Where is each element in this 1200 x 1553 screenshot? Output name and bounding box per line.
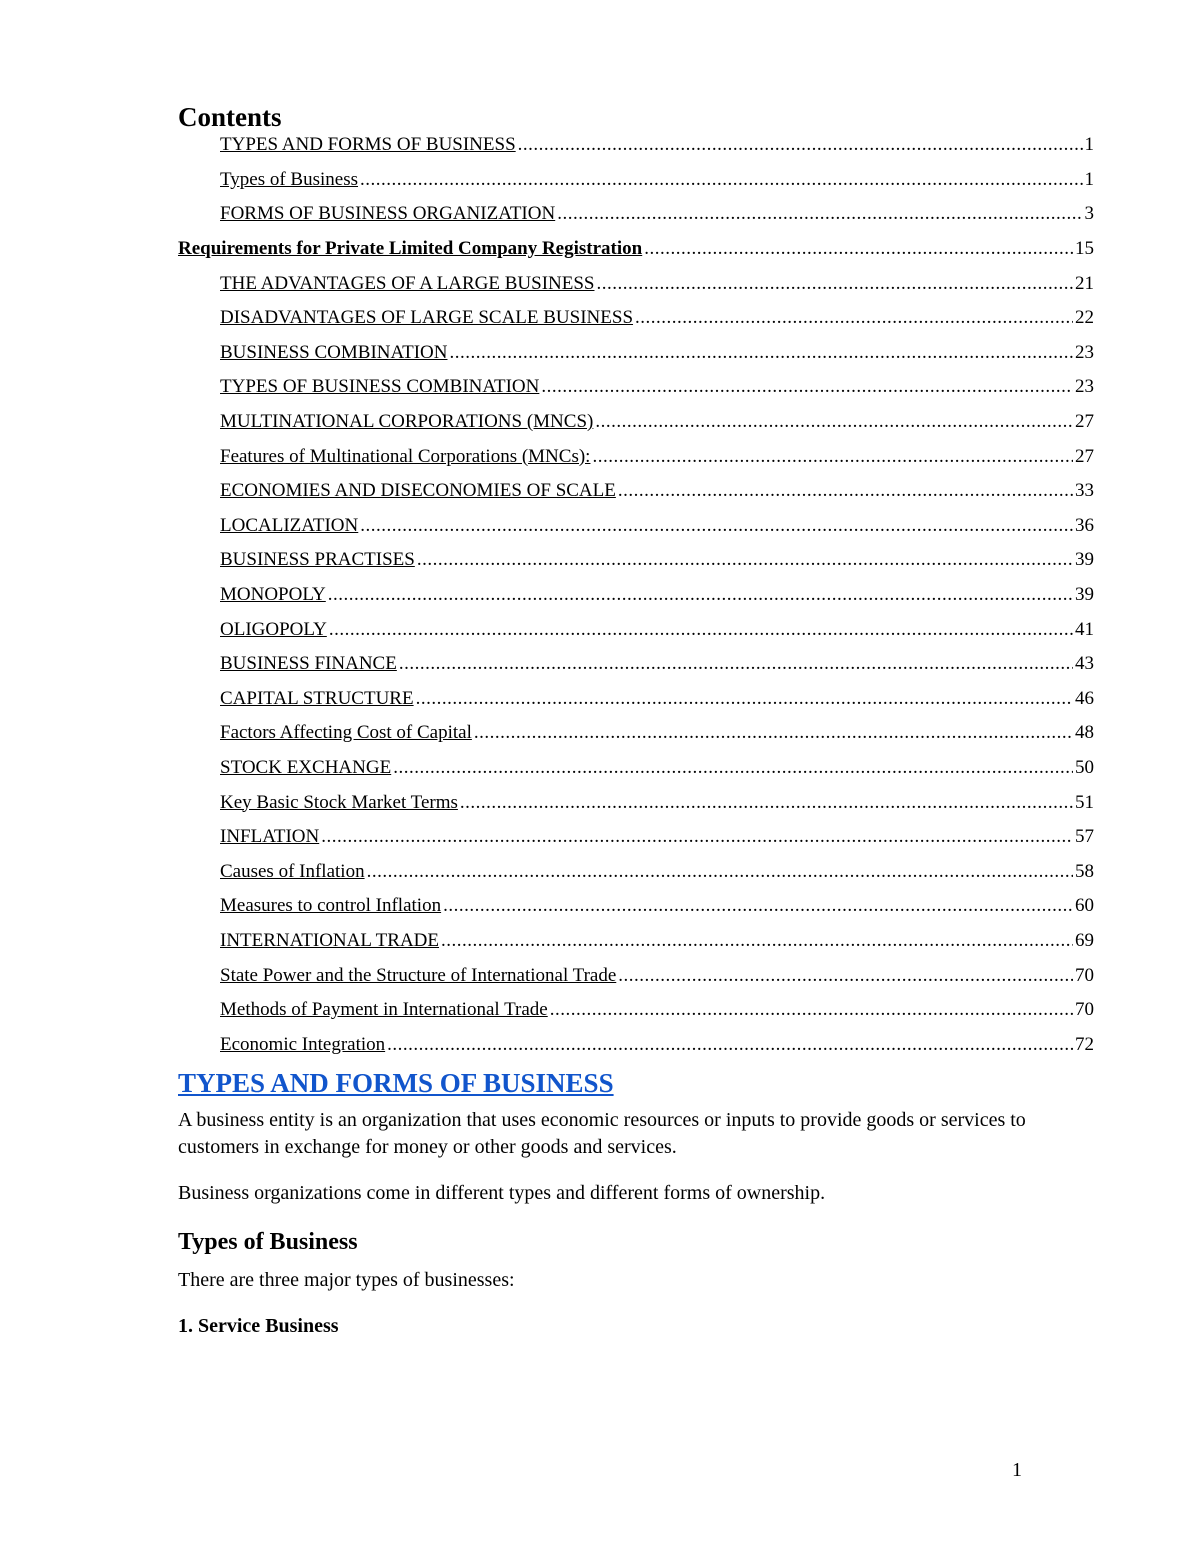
- toc-entry-page-number: 27: [1075, 445, 1094, 467]
- toc-dot-leader: [321, 826, 1073, 848]
- toc-entry-page-number: 1: [1084, 134, 1094, 156]
- toc-entry[interactable]: [220, 1027, 1094, 1062]
- toc-entry-page-number: 72: [1075, 1033, 1094, 1055]
- toc-entry[interactable]: [220, 820, 1094, 855]
- toc-entry-label[interactable]: BUSINESS COMBINATION: [220, 341, 448, 363]
- toc-heading: Contents: [178, 102, 282, 132]
- toc-entry-page-number: 43: [1075, 653, 1094, 675]
- toc-entry-page-number: 21: [1075, 272, 1094, 294]
- toc-dot-leader: [441, 930, 1073, 952]
- toc-entry[interactable]: [220, 439, 1094, 474]
- toc-dot-leader: [595, 411, 1073, 433]
- toc-dot-leader: [474, 722, 1073, 744]
- toc-entry-label[interactable]: State Power and the Structure of International Trade: [220, 964, 617, 986]
- toc-entry-label[interactable]: BUSINESS PRACTISES: [220, 549, 415, 571]
- toc-entry-page-number: 22: [1075, 307, 1094, 329]
- toc-dot-leader: [417, 549, 1073, 571]
- toc-dot-leader: [592, 446, 1073, 468]
- toc-entry-page-number: 39: [1075, 584, 1094, 606]
- toc-entry[interactable]: [220, 474, 1094, 509]
- toc-dot-leader: [387, 1034, 1073, 1056]
- toc-dot-leader: [618, 480, 1073, 502]
- toc-entry-page-number: 1: [1084, 168, 1094, 190]
- service-business-heading: 1. Service Business: [178, 1315, 339, 1337]
- toc-entry[interactable]: [220, 128, 1094, 163]
- toc-entry-page-number: 70: [1075, 964, 1094, 986]
- toc-entry[interactable]: [220, 958, 1094, 993]
- toc-entry[interactable]: [178, 232, 1094, 267]
- toc-dot-leader: [557, 203, 1082, 225]
- toc-entry-page-number: 58: [1075, 860, 1094, 882]
- toc-entry-label[interactable]: MONOPOLY: [220, 584, 326, 606]
- toc-dot-leader: [399, 653, 1073, 675]
- toc-entry-page-number: 57: [1075, 826, 1094, 848]
- toc-entry-page-number: 69: [1075, 929, 1094, 951]
- toc-entry[interactable]: [220, 370, 1094, 405]
- toc-entry-label[interactable]: Factors Affecting Cost of Capital: [220, 722, 472, 744]
- toc-entry-label[interactable]: TYPES AND FORMS OF BUSINESS: [220, 134, 516, 156]
- ownership-paragraph: Business organizations come in different types and different forms of ownership.: [178, 1182, 826, 1204]
- toc-entry-label[interactable]: STOCK EXCHANGE: [220, 756, 392, 778]
- toc-entry-label[interactable]: ECONOMIES AND DISECONOMIES OF SCALE: [220, 480, 616, 502]
- toc-dot-leader: [450, 342, 1074, 364]
- toc-dot-leader: [416, 688, 1073, 710]
- toc-entry-label[interactable]: LOCALIZATION: [220, 514, 359, 536]
- toc-entry-label[interactable]: Economic Integration: [220, 1033, 386, 1055]
- toc-entry-label[interactable]: Key Basic Stock Market Terms: [220, 791, 458, 813]
- toc-entry-label[interactable]: Types of Business: [220, 168, 359, 190]
- toc-entry-label[interactable]: MULTINATIONAL CORPORATIONS (MNCS): [220, 411, 594, 433]
- toc-entry-label[interactable]: Causes of Inflation: [220, 860, 365, 882]
- toc-entry[interactable]: [220, 612, 1094, 647]
- table-of-contents: [0, 128, 1200, 1062]
- toc-entry[interactable]: [220, 924, 1094, 959]
- toc-dot-leader: [635, 307, 1073, 329]
- toc-entry-page-number: 51: [1075, 791, 1094, 813]
- toc-entry-page-number: 70: [1075, 999, 1094, 1021]
- toc-entry[interactable]: [220, 751, 1094, 786]
- toc-entry-page-number: 27: [1075, 411, 1094, 433]
- toc-entry-label[interactable]: Requirements for Private Limited Company Registration: [178, 238, 643, 260]
- toc-entry-label[interactable]: CAPITAL STRUCTURE: [220, 687, 414, 709]
- toc-entry[interactable]: [220, 509, 1094, 544]
- toc-dot-leader: [360, 169, 1082, 191]
- toc-entry[interactable]: [220, 266, 1094, 301]
- toc-entry[interactable]: [220, 405, 1094, 440]
- toc-entry[interactable]: [220, 578, 1094, 613]
- toc-entry-page-number: 23: [1075, 376, 1094, 398]
- toc-entry[interactable]: [220, 785, 1094, 820]
- toc-dot-leader: [596, 273, 1073, 295]
- types-of-business-heading: Types of Business: [178, 1229, 358, 1255]
- toc-entry-label[interactable]: Methods of Payment in International Trade: [220, 999, 548, 1021]
- toc-entry[interactable]: [220, 301, 1094, 336]
- intro-paragraph: A business entity is an organization that uses economic resources or inputs to provide goods or services to customers in exchange for money or other goods and services.: [178, 1109, 1026, 1158]
- toc-entry-page-number: 39: [1075, 549, 1094, 571]
- toc-entry-page-number: 41: [1075, 618, 1094, 640]
- toc-entry-label[interactable]: THE ADVANTAGES OF A LARGE BUSINESS: [220, 272, 595, 294]
- toc-entry-label[interactable]: Measures to control Inflation: [220, 895, 442, 917]
- section-heading-types-and-forms[interactable]: TYPES AND FORMS OF BUSINESS: [178, 1068, 614, 1098]
- toc-dot-leader: [518, 134, 1083, 156]
- toc-entry-page-number: 3: [1084, 203, 1094, 225]
- toc-entry-page-number: 15: [1075, 238, 1094, 260]
- toc-dot-leader: [541, 376, 1073, 398]
- toc-dot-leader: [443, 895, 1073, 917]
- toc-dot-leader: [367, 861, 1073, 883]
- toc-entry-label[interactable]: TYPES OF BUSINESS COMBINATION: [220, 376, 540, 398]
- toc-dot-leader: [393, 757, 1073, 779]
- toc-entry-label[interactable]: BUSINESS FINANCE: [220, 653, 397, 675]
- toc-entry-page-number: 23: [1075, 341, 1094, 363]
- toc-entry[interactable]: [220, 854, 1094, 889]
- toc-entry-page-number: 36: [1075, 514, 1094, 536]
- toc-dot-leader: [360, 515, 1073, 537]
- toc-entry[interactable]: [220, 163, 1094, 198]
- toc-entry-page-number: 50: [1075, 756, 1094, 778]
- toc-entry[interactable]: [220, 647, 1094, 682]
- toc-entry[interactable]: [220, 716, 1094, 751]
- toc-entry-label[interactable]: INFLATION: [220, 826, 320, 848]
- toc-entry-label[interactable]: FORMS OF BUSINESS ORGANIZATION: [220, 203, 556, 225]
- toc-entry-label[interactable]: Features of Multinational Corporations (MNCs):: [220, 445, 591, 467]
- toc-dot-leader: [644, 238, 1073, 260]
- toc-dot-leader: [550, 999, 1073, 1021]
- toc-entry[interactable]: [220, 543, 1094, 578]
- toc-dot-leader: [460, 792, 1073, 814]
- toc-entry-label[interactable]: DISADVANTAGES OF LARGE SCALE BUSINESS: [220, 307, 634, 329]
- toc-dot-leader: [618, 965, 1073, 987]
- toc-entry[interactable]: [220, 197, 1094, 232]
- types-intro-paragraph: There are three major types of businesses:: [178, 1269, 515, 1291]
- toc-entry[interactable]: [220, 682, 1094, 717]
- toc-entry-label[interactable]: INTERNATIONAL TRADE: [220, 929, 440, 951]
- toc-entry-page-number: 33: [1075, 480, 1094, 502]
- toc-entry[interactable]: [220, 889, 1094, 924]
- toc-entry-page-number: 46: [1075, 687, 1094, 709]
- toc-dot-leader: [328, 584, 1073, 606]
- toc-dot-leader: [329, 619, 1073, 641]
- toc-entry[interactable]: [220, 336, 1094, 371]
- toc-entry[interactable]: [220, 993, 1094, 1028]
- toc-entry-page-number: 60: [1075, 895, 1094, 917]
- toc-entry-page-number: 48: [1075, 722, 1094, 744]
- toc-entry-label[interactable]: OLIGOPOLY: [220, 618, 327, 640]
- page-number: 1: [1012, 1459, 1022, 1481]
